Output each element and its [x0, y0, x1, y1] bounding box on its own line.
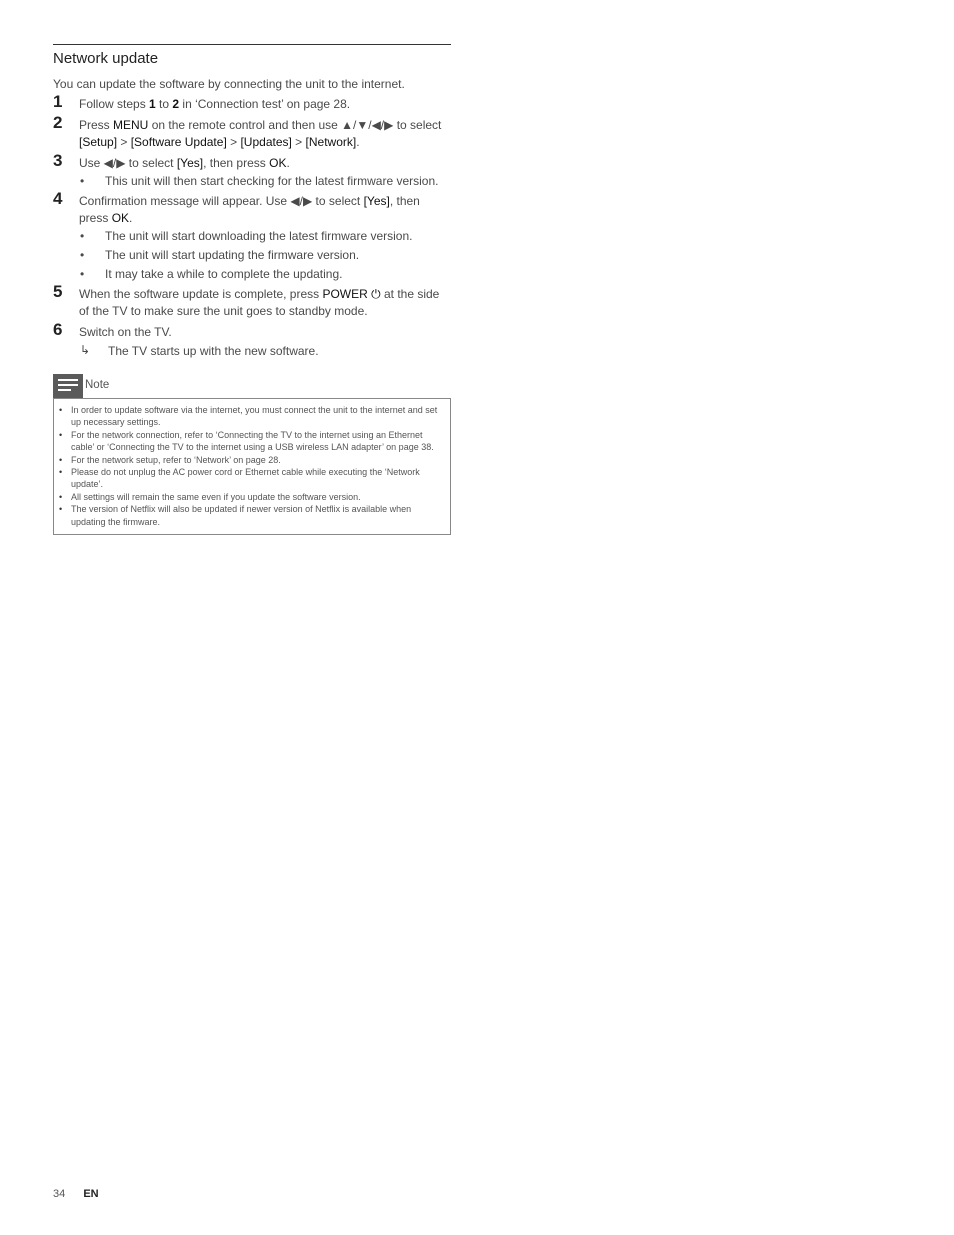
step-5	[53, 282, 451, 320]
bullet-icon: •	[59, 467, 63, 478]
step-2	[53, 113, 451, 151]
note-list	[58, 404, 444, 528]
step-3	[53, 151, 451, 189]
list-item: • The version of Netflix will also be updated if newer version of Netflix is available when updating the firmware.	[59, 504, 412, 527]
list-item: • For the network setup, refer to ‘Network’ on page 28.	[59, 454, 281, 465]
bullet-icon: •	[80, 229, 85, 243]
list-item: • The unit will start updating the firmware version.	[80, 248, 360, 262]
list-item: • For the network connection, refer to ‘Connecting the TV to the internet using an Ethernet cable’ or ‘Connecting the TV to the internet using a USB wireless LAN adapter’ on page 38.	[59, 429, 434, 453]
section-intro: You can update the software by connecting the unit to the internet.	[53, 77, 405, 91]
bullet-icon: •	[59, 491, 63, 502]
bullet-icon: •	[59, 504, 63, 515]
step-number: 5	[53, 282, 63, 301]
step-text: Press MENU on the remote control and then use ▲/▼/◀/▶ to select [Setup] > [Software Update] > [Updates] > [Network].	[79, 118, 442, 149]
step-text: Use ◀/▶ to select [Yes], then press OK.	[79, 156, 290, 170]
section-title: Network update	[53, 50, 159, 67]
list-item: • In order to update software via the internet, you must connect the unit to the internet and set up necessary settings.	[59, 405, 438, 428]
page-footer	[53, 1188, 99, 1200]
step-number: 6	[53, 320, 63, 339]
step-number: 3	[53, 151, 63, 170]
bullet-icon: •	[80, 248, 85, 262]
bullet-icon: •	[80, 267, 85, 281]
step-text: When the software update is complete, press POWER ⏻ at the side of the TV to make sure the unit goes to standby mode.	[79, 287, 440, 318]
bullet-icon: •	[80, 174, 85, 188]
step-text: Confirmation message will appear. Use ◀/▶ to select [Yes], then press OK.	[79, 194, 420, 225]
list-item: • All settings will remain the same even if you update the software version.	[59, 491, 361, 502]
step-list	[53, 92, 451, 359]
note-label: Note	[85, 379, 110, 391]
section-rule	[53, 44, 451, 45]
step-6	[53, 320, 451, 359]
step-number: 1	[53, 92, 63, 111]
step-number: 4	[53, 189, 63, 208]
step-result: ↳ The TV starts up with the new software.	[80, 343, 319, 358]
result-arrow-icon: ↳	[80, 343, 91, 357]
bullet-icon: •	[59, 429, 63, 440]
content-column	[53, 44, 451, 535]
note-box	[53, 398, 451, 535]
language-code: EN	[83, 1188, 99, 1200]
step-bullets	[79, 173, 451, 189]
step-text: Switch on the TV.	[79, 325, 172, 339]
step-4	[53, 189, 451, 282]
step-bullets	[79, 228, 451, 282]
list-item: • The unit will start downloading the latest firmware version.	[80, 229, 413, 243]
page-number: 34	[53, 1188, 66, 1200]
list-item: • This unit will then start checking for the latest firmware version.	[80, 174, 439, 188]
step-number: 2	[53, 113, 63, 132]
power-key-label: POWER ⏻	[322, 287, 381, 301]
list-item: • It may take a while to complete the updating.	[80, 267, 343, 281]
bullet-icon: •	[59, 405, 63, 415]
note-icon	[53, 374, 83, 398]
list-item: • Please do not unplug the AC power cord or Ethernet cable while executing the ‘Network update’.	[59, 467, 420, 490]
step-1	[53, 92, 451, 113]
step-text: Follow steps 1 to 2 in ‘Connection test’ on page 28.	[79, 97, 351, 111]
note-header	[53, 374, 451, 398]
bullet-icon: •	[59, 454, 63, 465]
